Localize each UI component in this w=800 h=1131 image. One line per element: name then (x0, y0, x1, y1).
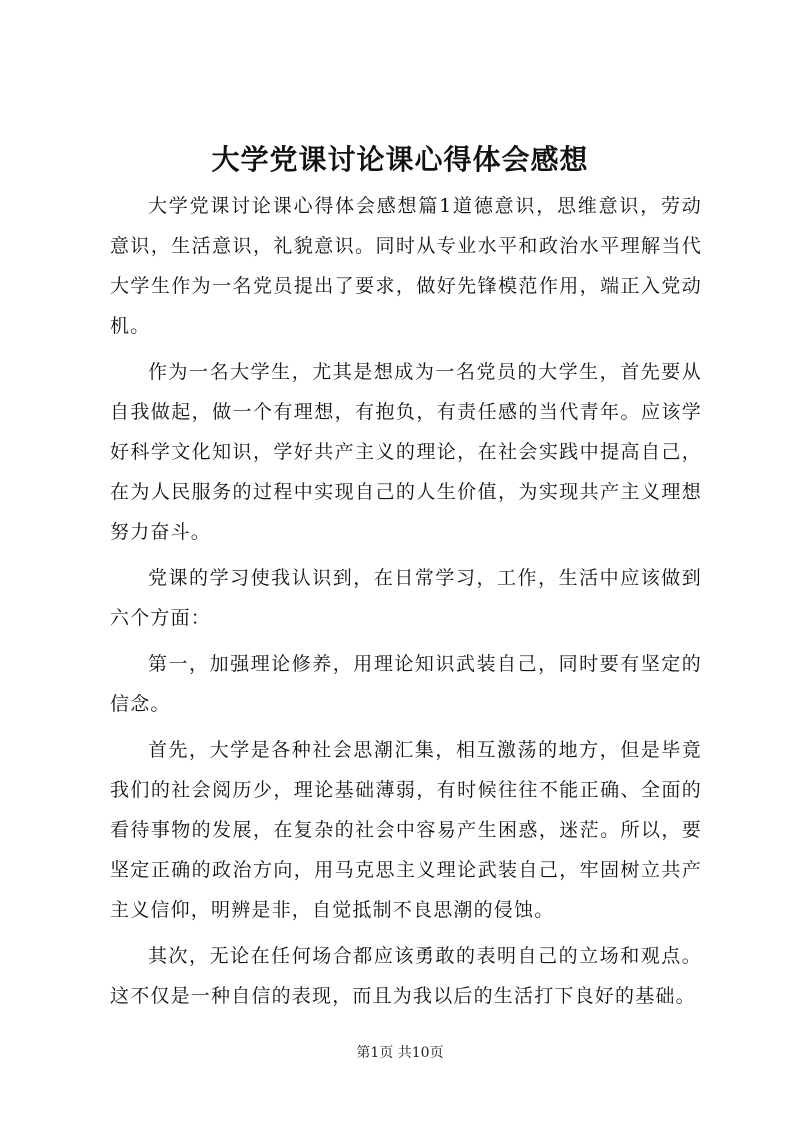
paragraph-1: 大学党课讨论课心得体会感想篇1道德意识，思维意识，劳动意识，生活意识，礼貌意识。同时从专业水平和政治水平理解当代大学生作为一名党员提出了要求，做好先锋模范作用，端正入党动机。 (110, 195, 702, 337)
paragraph-3: 党课的学习使我认识到，在日常学习，工作，生活中应该做到六个方面： (110, 567, 702, 629)
document-title: 大学党课讨论课心得体会感想 (211, 143, 589, 176)
document-body (110, 186, 702, 1022)
page-number-footer: 第1页 共10页 (356, 1045, 444, 1061)
paragraph-4: 第一，加强理论修养，用理论知识武装自己，同时要有坚定的信念。 (110, 653, 702, 715)
paragraph-2: 作为一名大学生，尤其是想成为一名党员的大学生，首先要从自我做起，做一个有理想，有抱负，有责任感的当代青年。应该学好科学文化知识，学好共产主义的理论，在社会实践中提高自己，在为人民服务的过程中实现自己的人生价值，为实现共产主义理想努力奋斗。 (110, 361, 702, 543)
paragraph-5: 首先，大学是各种社会思潮汇集，相互激荡的地方，但是毕竟我们的社会阅历少，理论基础薄弱，有时候往往不能正确、全面的看待事物的发展，在复杂的社会中容易产生困惑，迷茫。所以，要坚定正确的政治方向，用马克思主义理论武装自己，牢固树立共产主义信仰，明辨是非，自觉抵制不良思潮的侵蚀。 (110, 739, 702, 921)
paragraph-6: 其次，无论在任何场合都应该勇敢的表明自己的立场和观点。这不仅是一种自信的表现，而且为我以后的生活打下良好的基础。 (110, 945, 702, 1007)
